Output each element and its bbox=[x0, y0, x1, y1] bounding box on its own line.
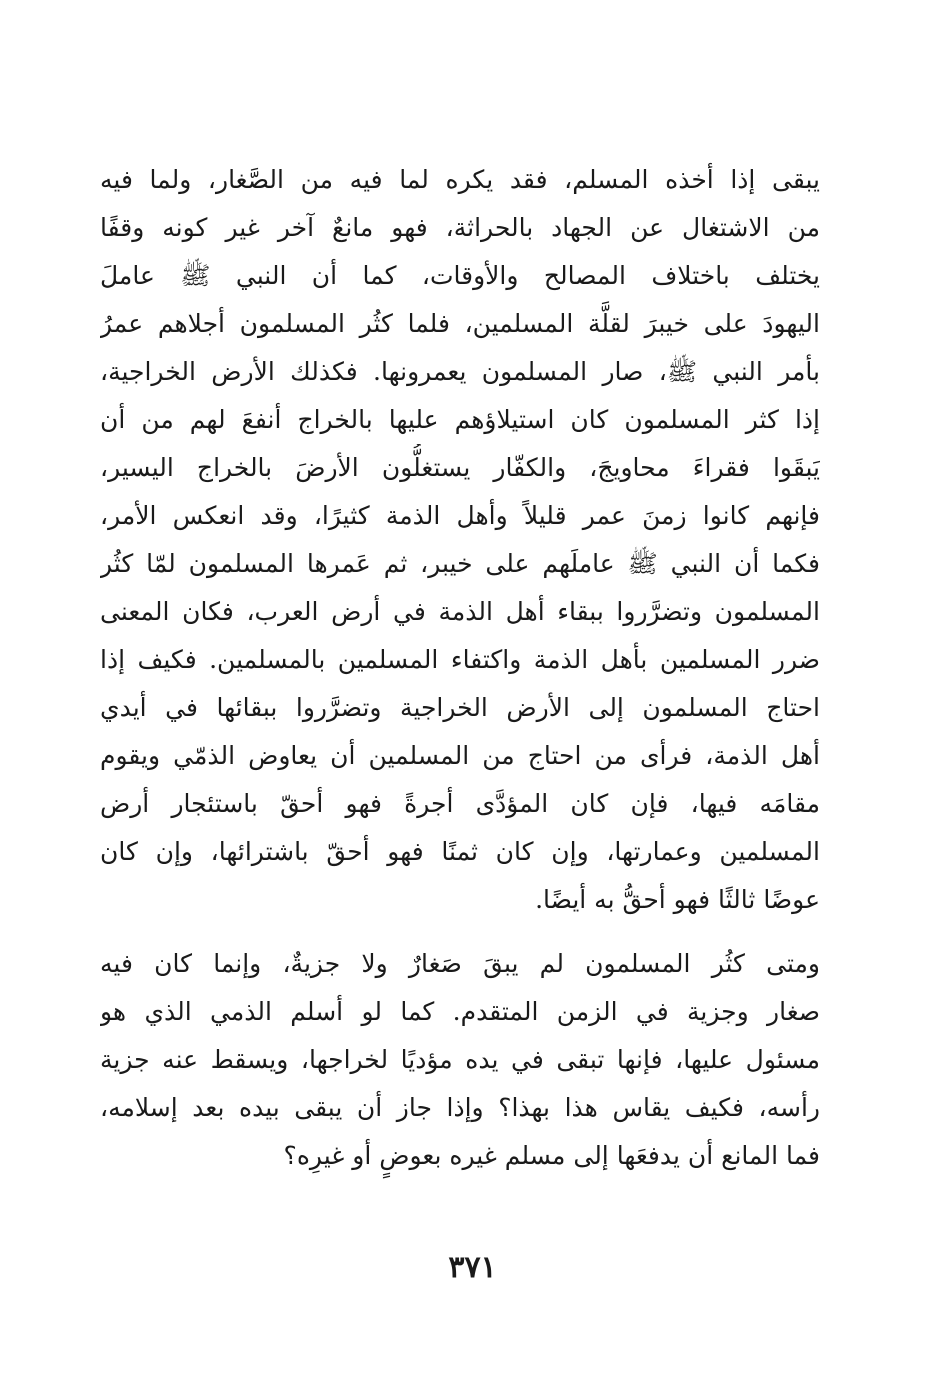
page-number: ٣٧١ bbox=[448, 1250, 497, 1285]
paragraph-2 bbox=[100, 940, 820, 1180]
text-line: يَبقَوا فقراءَ محاويجَ، والكفّار يستغلُّون الأرضَ بالخراج اليسير، bbox=[100, 453, 820, 482]
text-line: عوضًا ثالثًا فهو أحقُّ به أيضًا. bbox=[535, 885, 820, 914]
text-line: اليهودَ على خيبرَ لقلَّة المسلمين، فلما كثُر المسلمون أجلاهم عمرُ bbox=[100, 309, 820, 338]
text-line: أهل الذمة، فرأى من احتاج من المسلمين أن يعاوض الذمّي ويقوم bbox=[100, 741, 820, 770]
text-line: إذا كثر المسلمون كان استيلاؤهم عليها بالخراج أنفعَ لهم من أن bbox=[100, 405, 820, 434]
text-line: المسلمون وتضرَّروا ببقاء أهل الذمة في أرض العرب، فكان المعنى bbox=[100, 597, 820, 626]
text-line: احتاج المسلمون إلى الأرض الخراجية وتضرَّروا ببقائها في أيدي bbox=[100, 693, 820, 722]
text-line: بأمر النبي ﷺ، صار المسلمون يعمرونها. فكذلك الأرض الخراجية، bbox=[100, 357, 820, 386]
paragraph-1 bbox=[100, 156, 820, 924]
text-line: يبقى إذا أخذه المسلم، فقد يكره لما فيه من الصَّغار، ولما فيه bbox=[100, 165, 820, 194]
text-line: فما المانع أن يدفعَها إلى مسلم غيره بعوضٍ أو غيرِه؟ bbox=[283, 1141, 820, 1170]
text-line: رأسه، فكيف يقاس هذا بهذا؟ وإذا جاز أن يبقى بيده بعد إسلامه، bbox=[100, 1093, 820, 1122]
body-text bbox=[100, 156, 820, 1180]
text-line: صغار وجزية في الزمن المتقدم. كما لو أسلم الذمي الذي هو bbox=[100, 997, 820, 1026]
text-line: ومتى كثُر المسلمون لم يبقَ صَغارٌ ولا جزيةٌ، وإنما كان فيه bbox=[100, 949, 820, 978]
text-line: مقامَه فيها، فإن كان المؤدَّى أجرةً فهو أحقّ باستئجار أرض bbox=[100, 789, 820, 818]
text-line: فكما أن النبي ﷺ عاملَهم على خيبر، ثم عَمرها المسلمون لمّا كثُر bbox=[100, 549, 820, 578]
text-line: يختلف باختلاف المصالح والأوقات، كما أن النبي ﷺ عاملَ bbox=[100, 261, 820, 290]
paragraph-spacer bbox=[100, 924, 820, 940]
text-line: فإنهم كانوا زمنَ عمر قليلاً وأهل الذمة كثيرًا، وقد انعكس الأمر، bbox=[100, 501, 820, 530]
text-line: ضرر المسلمين بأهل الذمة واكتفاء المسلمين بالمسلمين. فكيف إذا bbox=[100, 645, 820, 674]
text-line: مسئول عليها، فإنها تبقى في يده مؤديًا لخراجها، ويسقط عنه جزية bbox=[100, 1045, 820, 1074]
text-line: المسلمين وعمارتها، وإن كان ثمنًا فهو أحقّ باشترائها، وإن كان bbox=[100, 837, 820, 866]
text-line: من الاشتغال عن الجهاد بالحراثة، فهو مانعٌ آخر غير كونه وقفًا bbox=[100, 213, 820, 242]
